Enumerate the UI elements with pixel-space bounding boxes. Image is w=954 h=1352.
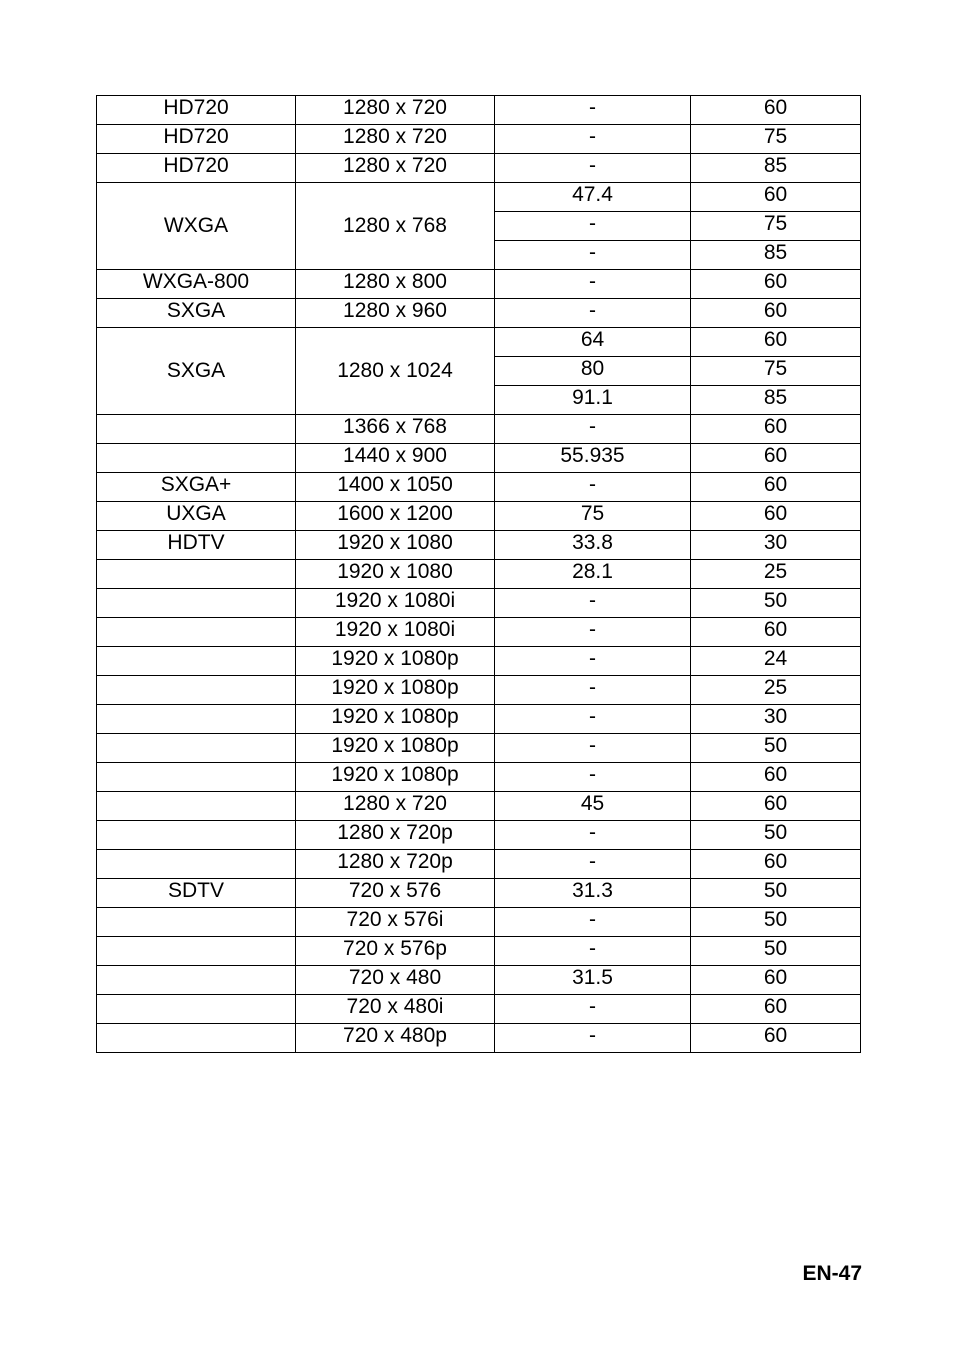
table-row — [97, 502, 861, 531]
resolution-cell: 1366 x 768 — [296, 415, 495, 444]
resolution-cell: 1280 x 720p — [296, 821, 495, 850]
resolution-cell: 1920 x 1080i — [296, 618, 495, 647]
h-frequency-cell: 60 — [691, 444, 861, 473]
resolution-cell: 720 x 480p — [296, 1024, 495, 1053]
table-row — [97, 966, 861, 995]
h-frequency-cell: 25 — [691, 560, 861, 589]
mode-cell: SXGA — [97, 328, 296, 415]
mode-cell — [97, 937, 296, 966]
resolution-cell: 1400 x 1050 — [296, 473, 495, 502]
h-frequency-cell: 50 — [691, 734, 861, 763]
v-frequency-cell: - — [495, 734, 691, 763]
v-frequency-cell: - — [495, 995, 691, 1024]
resolution-cell: 720 x 576i — [296, 908, 495, 937]
table-row — [97, 473, 861, 502]
v-frequency-cell: - — [495, 299, 691, 328]
h-frequency-cell: 30 — [691, 705, 861, 734]
table-row — [97, 531, 861, 560]
resolution-cell: 1280 x 720p — [296, 850, 495, 879]
v-frequency-cell: - — [495, 154, 691, 183]
v-frequency-cell: - — [495, 241, 691, 270]
table-row — [97, 792, 861, 821]
resolution-cell: 1920 x 1080p — [296, 734, 495, 763]
v-frequency-cell: - — [495, 589, 691, 618]
v-frequency-cell: - — [495, 1024, 691, 1053]
resolution-cell: 1280 x 720 — [296, 792, 495, 821]
v-frequency-cell: 91.1 — [495, 386, 691, 415]
h-frequency-cell: 60 — [691, 966, 861, 995]
resolution-cell: 1280 x 800 — [296, 270, 495, 299]
h-frequency-cell: 85 — [691, 154, 861, 183]
mode-cell — [97, 734, 296, 763]
v-frequency-cell: - — [495, 473, 691, 502]
v-frequency-cell: - — [495, 850, 691, 879]
table-row — [97, 763, 861, 792]
v-frequency-cell: - — [495, 908, 691, 937]
h-frequency-cell: 60 — [691, 618, 861, 647]
resolution-cell: 1440 x 900 — [296, 444, 495, 473]
mode-cell: WXGA-800 — [97, 270, 296, 299]
h-frequency-cell: 24 — [691, 647, 861, 676]
table-row — [97, 908, 861, 937]
v-frequency-cell: 31.5 — [495, 966, 691, 995]
resolution-cell: 1920 x 1080p — [296, 647, 495, 676]
h-frequency-cell: 60 — [691, 96, 861, 125]
table-row — [97, 937, 861, 966]
table-row — [97, 821, 861, 850]
resolution-cell: 1280 x 1024 — [296, 328, 495, 415]
table-row — [97, 415, 861, 444]
resolution-cell: 1920 x 1080p — [296, 763, 495, 792]
mode-cell — [97, 589, 296, 618]
h-frequency-cell: 60 — [691, 850, 861, 879]
h-frequency-cell: 50 — [691, 589, 861, 618]
table-row — [97, 850, 861, 879]
mode-cell — [97, 560, 296, 589]
mode-cell — [97, 1024, 296, 1053]
h-frequency-cell: 60 — [691, 328, 861, 357]
resolution-cell: 1280 x 960 — [296, 299, 495, 328]
h-frequency-cell: 60 — [691, 415, 861, 444]
h-frequency-cell: 25 — [691, 676, 861, 705]
mode-cell — [97, 444, 296, 473]
resolution-cell: 1920 x 1080i — [296, 589, 495, 618]
v-frequency-cell: 64 — [495, 328, 691, 357]
v-frequency-cell: 28.1 — [495, 560, 691, 589]
mode-cell: SXGA — [97, 299, 296, 328]
v-frequency-cell: 45 — [495, 792, 691, 821]
v-frequency-cell: 33.8 — [495, 531, 691, 560]
mode-cell: WXGA — [97, 183, 296, 270]
page-number: EN-47 — [802, 1262, 862, 1285]
v-frequency-cell: 80 — [495, 357, 691, 386]
table-row — [97, 154, 861, 183]
table-row — [97, 270, 861, 299]
table-row — [97, 995, 861, 1024]
table-row — [97, 444, 861, 473]
mode-cell: HD720 — [97, 154, 296, 183]
h-frequency-cell: 85 — [691, 241, 861, 270]
h-frequency-cell: 75 — [691, 212, 861, 241]
mode-cell: SXGA+ — [97, 473, 296, 502]
h-frequency-cell: 50 — [691, 908, 861, 937]
v-frequency-cell: - — [495, 763, 691, 792]
h-frequency-cell: 75 — [691, 357, 861, 386]
v-frequency-cell: - — [495, 821, 691, 850]
h-frequency-cell: 60 — [691, 792, 861, 821]
h-frequency-cell: 85 — [691, 386, 861, 415]
resolution-cell: 1280 x 720 — [296, 154, 495, 183]
mode-cell: HD720 — [97, 125, 296, 154]
v-frequency-cell: 31.3 — [495, 879, 691, 908]
h-frequency-cell: 60 — [691, 270, 861, 299]
h-frequency-cell: 60 — [691, 473, 861, 502]
table-row — [97, 647, 861, 676]
h-frequency-cell: 30 — [691, 531, 861, 560]
table-row — [97, 299, 861, 328]
h-frequency-cell: 50 — [691, 821, 861, 850]
resolution-cell: 720 x 576p — [296, 937, 495, 966]
table-row — [97, 560, 861, 589]
table-row — [97, 183, 861, 212]
resolution-cell: 1280 x 720 — [296, 125, 495, 154]
table-row — [97, 96, 861, 125]
v-frequency-cell: 55.935 — [495, 444, 691, 473]
table-row — [97, 705, 861, 734]
v-frequency-cell: - — [495, 937, 691, 966]
timing-table-body — [97, 96, 861, 1053]
h-frequency-cell: 50 — [691, 937, 861, 966]
v-frequency-cell: - — [495, 676, 691, 705]
h-frequency-cell: 50 — [691, 879, 861, 908]
mode-cell — [97, 676, 296, 705]
mode-cell — [97, 908, 296, 937]
mode-cell — [97, 705, 296, 734]
resolution-cell: 720 x 576 — [296, 879, 495, 908]
h-frequency-cell: 60 — [691, 299, 861, 328]
mode-cell: HD720 — [97, 96, 296, 125]
h-frequency-cell: 75 — [691, 125, 861, 154]
v-frequency-cell: - — [495, 212, 691, 241]
table-row — [97, 879, 861, 908]
v-frequency-cell: - — [495, 270, 691, 299]
h-frequency-cell: 60 — [691, 183, 861, 212]
resolution-cell: 1600 x 1200 — [296, 502, 495, 531]
resolution-cell: 720 x 480i — [296, 995, 495, 1024]
h-frequency-cell: 60 — [691, 1024, 861, 1053]
mode-cell — [97, 415, 296, 444]
table-row — [97, 589, 861, 618]
h-frequency-cell: 60 — [691, 995, 861, 1024]
v-frequency-cell: - — [495, 618, 691, 647]
table-row — [97, 125, 861, 154]
mode-cell — [97, 618, 296, 647]
h-frequency-cell: 60 — [691, 763, 861, 792]
mode-cell — [97, 995, 296, 1024]
v-frequency-cell: - — [495, 415, 691, 444]
mode-cell: HDTV — [97, 531, 296, 560]
resolution-cell: 1280 x 768 — [296, 183, 495, 270]
v-frequency-cell: - — [495, 125, 691, 154]
table-row — [97, 618, 861, 647]
h-frequency-cell: 60 — [691, 502, 861, 531]
mode-cell: SDTV — [97, 879, 296, 908]
mode-cell — [97, 792, 296, 821]
mode-cell — [97, 821, 296, 850]
resolution-cell: 1920 x 1080 — [296, 560, 495, 589]
mode-cell — [97, 763, 296, 792]
v-frequency-cell: - — [495, 647, 691, 676]
mode-cell — [97, 966, 296, 995]
resolution-cell: 1920 x 1080 — [296, 531, 495, 560]
table-row — [97, 328, 861, 357]
mode-cell — [97, 647, 296, 676]
v-frequency-cell: - — [495, 96, 691, 125]
mode-cell: UXGA — [97, 502, 296, 531]
timing-table — [96, 95, 861, 1053]
resolution-cell: 1280 x 720 — [296, 96, 495, 125]
table-row — [97, 1024, 861, 1053]
v-frequency-cell: - — [495, 705, 691, 734]
table-row — [97, 734, 861, 763]
mode-cell — [97, 850, 296, 879]
table-row — [97, 676, 861, 705]
v-frequency-cell: 75 — [495, 502, 691, 531]
resolution-cell: 1920 x 1080p — [296, 705, 495, 734]
v-frequency-cell: 47.4 — [495, 183, 691, 212]
resolution-cell: 1920 x 1080p — [296, 676, 495, 705]
resolution-cell: 720 x 480 — [296, 966, 495, 995]
